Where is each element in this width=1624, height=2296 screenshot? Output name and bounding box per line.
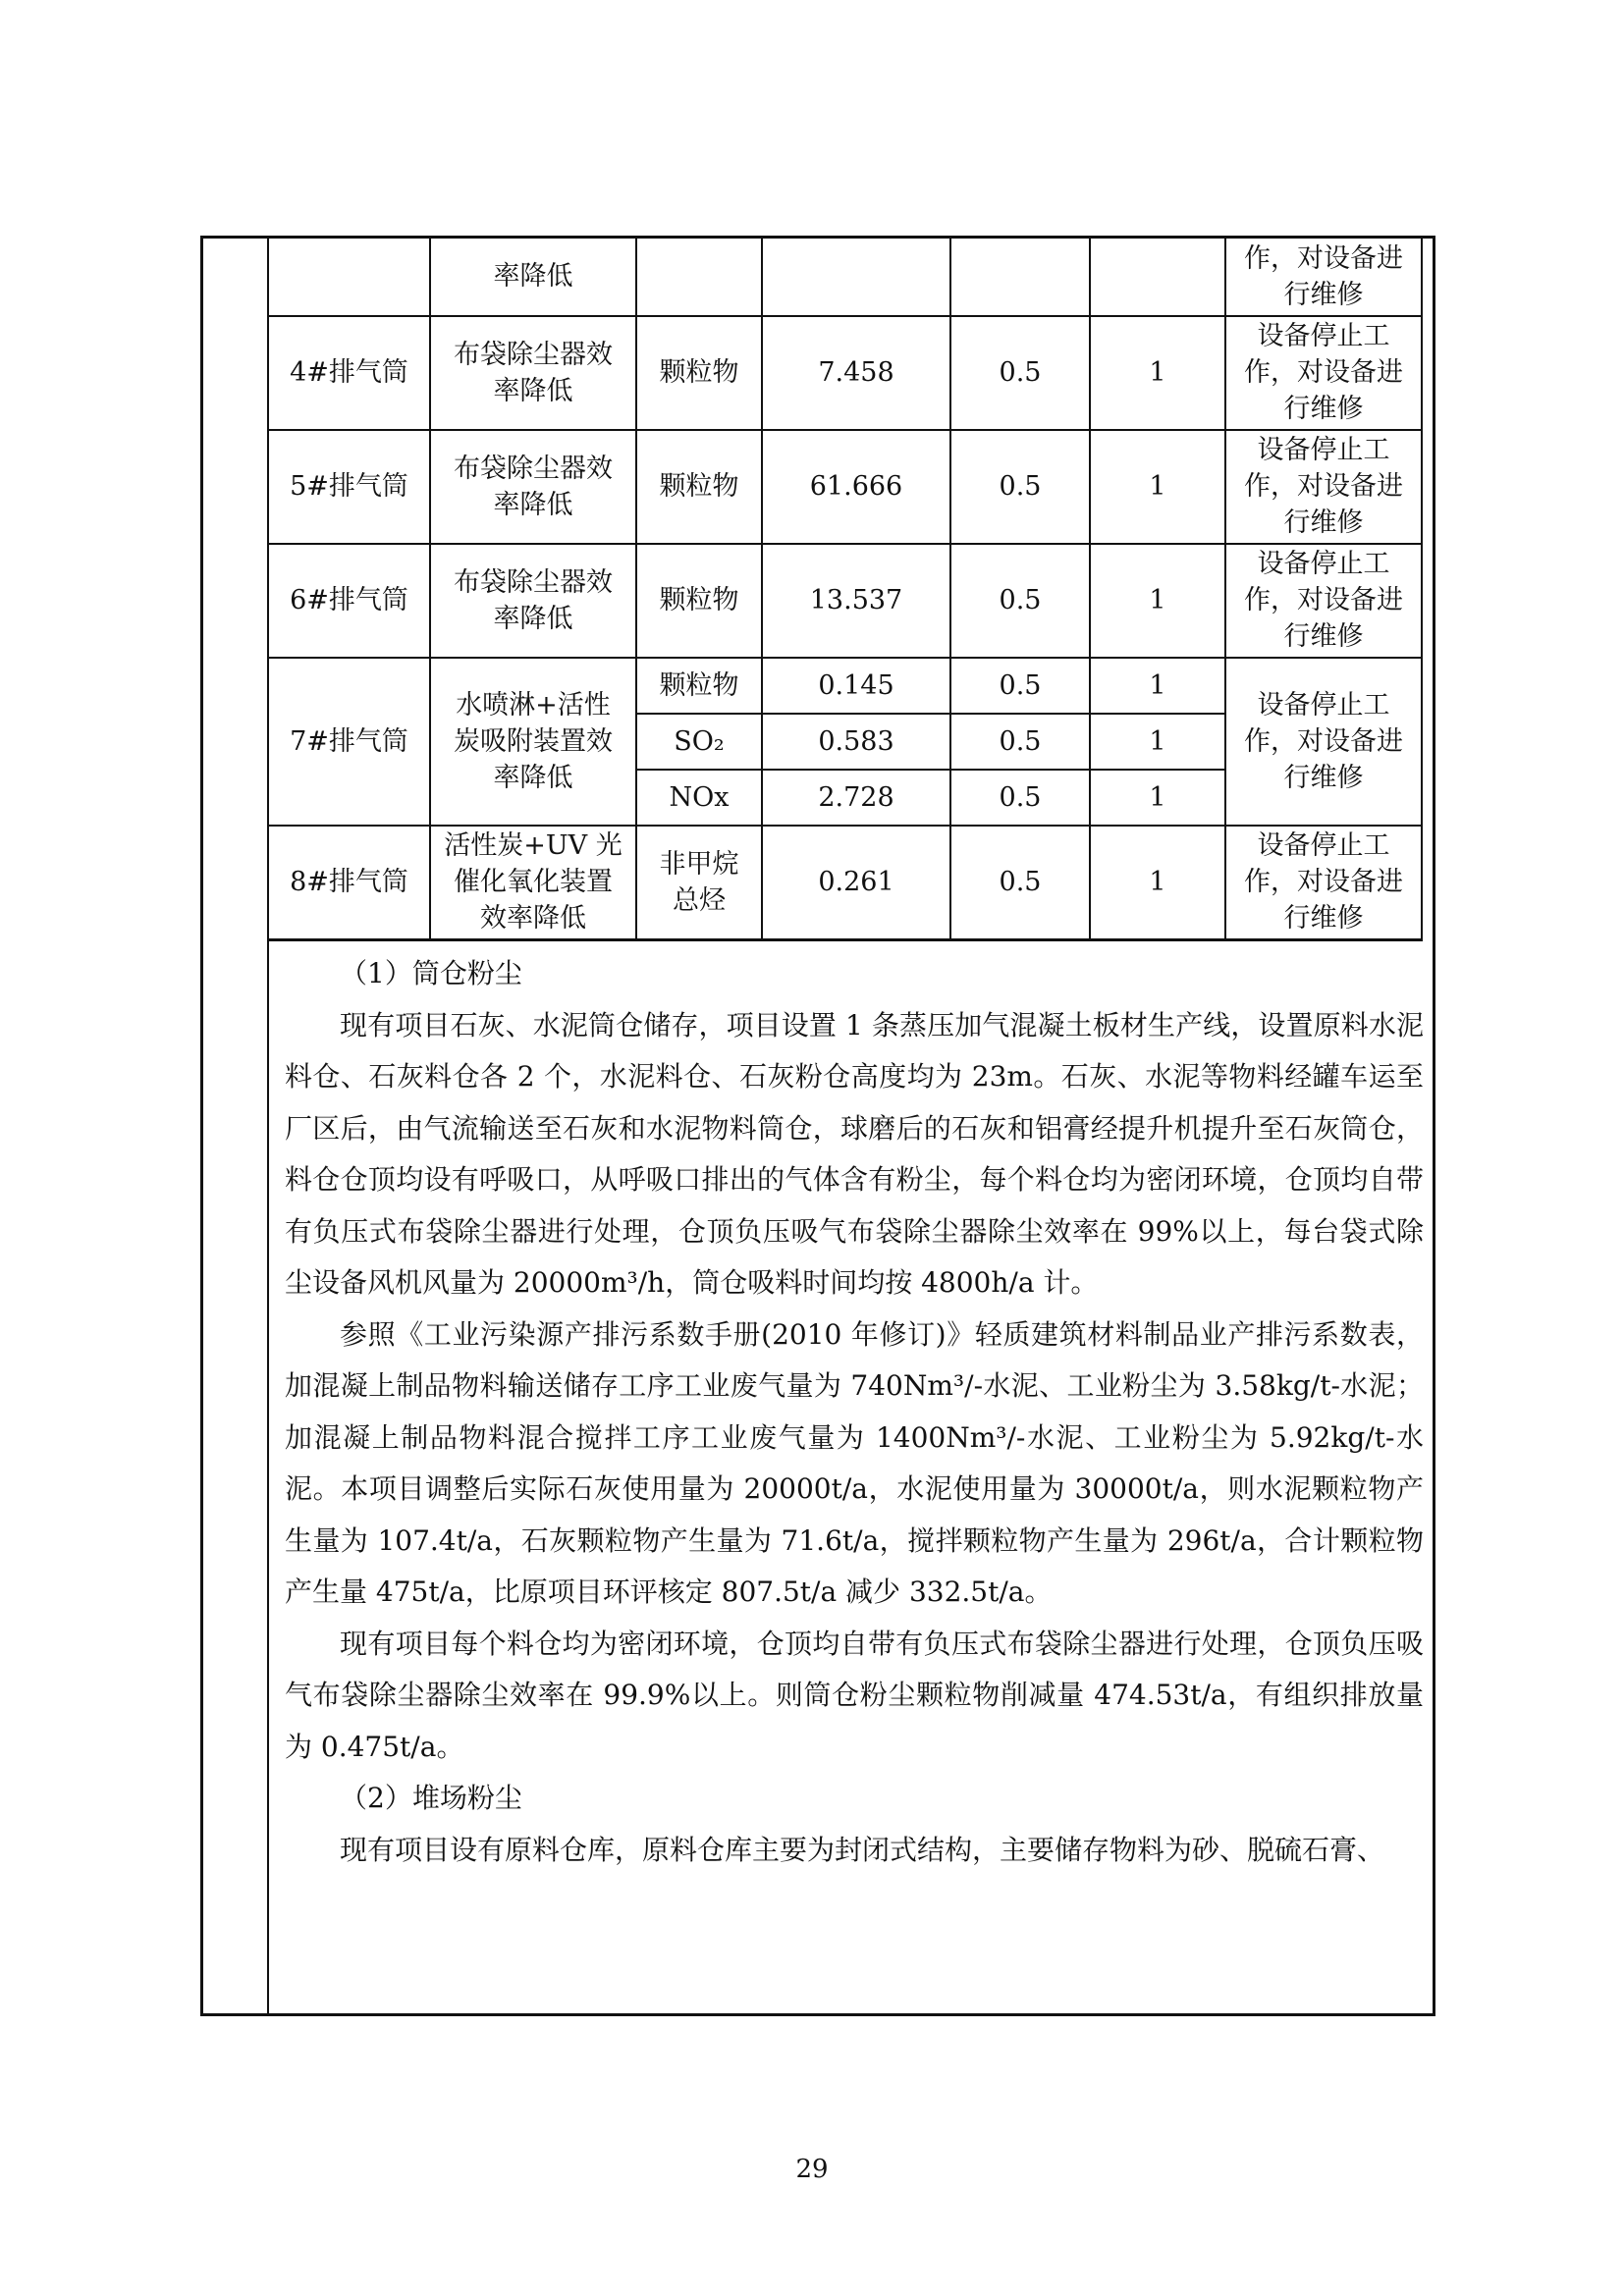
- cause-cell: 布袋除尘器效 率降低: [430, 544, 636, 658]
- section-heading: （2）堆场粉尘: [340, 1782, 522, 1814]
- outlet-cell: 6#排气筒: [269, 544, 430, 658]
- duration-cell: 0.5: [950, 316, 1090, 430]
- outlet-cell: 7#排气筒: [269, 658, 430, 826]
- outlet-cell: 8#排气筒: [269, 826, 430, 940]
- pollutant-cell: NOx: [636, 770, 762, 826]
- measure-cell: 设备停止工 作，对设备进 行维修: [1225, 316, 1422, 430]
- abnormal-emission-table: [269, 236, 1423, 941]
- pollutant-cell: 颗粒物: [636, 430, 762, 544]
- table-row: [269, 430, 1422, 544]
- rate-cell: 7.458: [762, 316, 950, 430]
- duration-cell: 0.5: [950, 658, 1090, 714]
- paragraph: 现有项目设有原料仓库，原料仓库主要为封闭式结构，主要储存物料为砂、脱硫石膏、: [340, 1833, 1385, 1866]
- cause-cell: 布袋除尘器效 率降低: [430, 430, 636, 544]
- rate-cell: 13.537: [762, 544, 950, 658]
- rate-cell: 0.145: [762, 658, 950, 714]
- measure-cell: 设备停止工 作，对设备进 行维修: [1225, 430, 1422, 544]
- frequency-cell: 1: [1090, 316, 1225, 430]
- paragraph: 参照《工业污染源产排污系数手册(2010 年修订)》轻质建筑材料制品业产排污系数表，加混凝上制品物料输送储存工序工业废气量为 740Nm³/-水泥、工业粉尘为 3.58kg/t-水泥；加混凝上制品物料混合搅拌工序工业废气量为 1400Nm³/-水泥、工业粉尘为 5.92kg/t-水泥。本项目调整后实际石灰使用量为 20000t/a，水泥使用量为 30000t/a，则水泥颗粒物产生量为 107.4t/a，石灰颗粒物产生量为 71.6t/a，搅拌颗粒物产生量为 296t/a，合计颗粒物产生量 475t/a，比原项目环评核定 807.5t/a 减少 332.5t/a。: [285, 1317, 1424, 1608]
- table-row: [269, 238, 1422, 316]
- table-row: [269, 658, 1422, 714]
- cause-cell: 活性炭+UV 光 催化氧化装置 效率降低: [430, 826, 636, 940]
- rate-cell: [762, 238, 950, 316]
- duration-cell: 0.5: [950, 770, 1090, 826]
- paragraph: 现有项目石灰、水泥筒仓储存，项目设置 1 条蒸压加气混凝土板材生产线，设置原料水泥料仓、石灰料仓各 2 个，水泥料仓、石灰粉仓高度均为 23m。石灰、水泥等物料经罐车运至厂区后，由气流输送至石灰和水泥物料筒仓，球磨后的石灰和铝膏经提升机提升至石灰筒仓，料仓仓顶均设有呼吸口，从呼吸口排出的气体含有粉尘，每个料仓均为密闭环境，仓顶均自带有负压式布袋除尘器进行处理，仓顶负压吸气布袋除尘器除尘效率在 99%以上，每台袋式除尘设备风机风量为 20000m³/h，筒仓吸料时间均按 4800h/a 计。: [285, 1008, 1424, 1299]
- frequency-cell: 1: [1090, 544, 1225, 658]
- pollutant-cell: SO₂: [636, 714, 762, 770]
- rate-cell: 0.261: [762, 826, 950, 940]
- outlet-cell: 5#排气筒: [269, 430, 430, 544]
- paragraph: 现有项目每个料仓均为密闭环境，仓顶均自带有负压式布袋除尘器进行处理，仓顶负压吸气布袋除尘器除尘效率在 99.9%以上。则筒仓粉尘颗粒物削减量 474.53t/a，有组织排放量为 0.475t/a。: [285, 1627, 1424, 1763]
- section-heading: （1）筒仓粉尘: [340, 957, 522, 989]
- pollutant-cell: 非甲烷 总烃: [636, 826, 762, 940]
- cause-cell: 水喷淋+活性 炭吸附装置效 率降低: [430, 658, 636, 826]
- pollutant-cell: 颗粒物: [636, 316, 762, 430]
- outlet-cell: [269, 238, 430, 316]
- pollutant-cell: [636, 238, 762, 316]
- frequency-cell: 1: [1090, 714, 1225, 770]
- rate-cell: 0.583: [762, 714, 950, 770]
- rate-cell: 61.666: [762, 430, 950, 544]
- table-row: [269, 826, 1422, 940]
- duration-cell: [950, 238, 1090, 316]
- table-row: [269, 544, 1422, 658]
- measure-cell: 设备停止工 作，对设备进 行维修: [1225, 544, 1422, 658]
- rate-cell: 2.728: [762, 770, 950, 826]
- body-text: [285, 948, 1424, 1876]
- pollutant-cell: 颗粒物: [636, 658, 762, 714]
- outlet-cell: 4#排气筒: [269, 316, 430, 430]
- page-number: 29: [795, 2155, 829, 2184]
- cause-cell: 率降低: [430, 238, 636, 316]
- measure-cell: 作，对设备进 行维修: [1225, 238, 1422, 316]
- duration-cell: 0.5: [950, 714, 1090, 770]
- cause-cell: 布袋除尘器效 率降低: [430, 316, 636, 430]
- duration-cell: 0.5: [950, 826, 1090, 940]
- frequency-cell: 1: [1090, 826, 1225, 940]
- frequency-cell: 1: [1090, 658, 1225, 714]
- pollutant-cell: 颗粒物: [636, 544, 762, 658]
- duration-cell: 0.5: [950, 544, 1090, 658]
- table-row: [269, 316, 1422, 430]
- measure-cell: 设备停止工 作，对设备进 行维修: [1225, 826, 1422, 940]
- duration-cell: 0.5: [950, 430, 1090, 544]
- measure-cell: 设备停止工 作，对设备进 行维修: [1225, 658, 1422, 826]
- frequency-cell: [1090, 238, 1225, 316]
- frequency-cell: 1: [1090, 770, 1225, 826]
- frequency-cell: 1: [1090, 430, 1225, 544]
